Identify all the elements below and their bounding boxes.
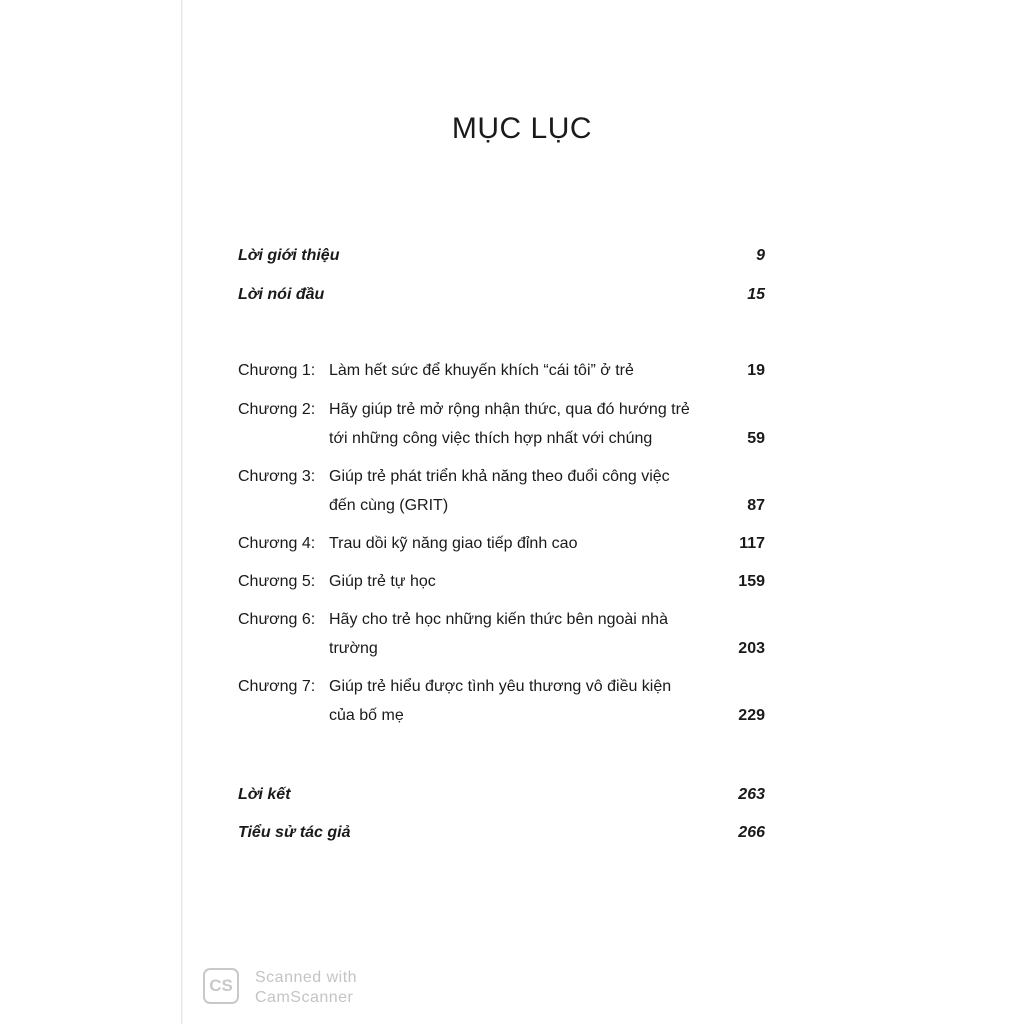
chapter-page: 87 [747, 497, 765, 514]
camscanner-watermark [255, 968, 357, 1008]
toc-entry-label: Tiểu sử tác giả [238, 824, 351, 841]
toc-entry-introduction [238, 246, 765, 266]
toc-entry-page: 9 [756, 247, 765, 264]
page-edge [181, 0, 183, 1024]
chapter-title: Làm hết sức để khuyến khích “cái tôi” ở trẻ [329, 362, 634, 379]
toc-chapter-1 [238, 356, 765, 385]
watermark-line-1: Scanned with [255, 969, 358, 986]
watermark-line-2: CamScanner [255, 989, 354, 1006]
chapter-page: 203 [738, 640, 765, 657]
chapter-page: 19 [747, 362, 765, 379]
chapter-page: 59 [747, 430, 765, 447]
chapter-label: Chương 7: [238, 678, 316, 695]
camscanner-logo: CS [203, 968, 239, 1004]
chapter-label: Chương 5: [238, 573, 316, 590]
toc-entry-label: Lời nói đầu [238, 286, 325, 303]
toc-chapter-4 [238, 529, 765, 558]
chapter-page: 117 [739, 535, 765, 552]
chapter-title: Giúp trẻ tự học [329, 573, 436, 590]
toc-chapter-2 [238, 395, 765, 453]
chapter-title: Giúp trẻ phát triển khả năng theo đuổi công việc đến cùng (GRIT) [329, 468, 670, 514]
chapter-title: Hãy giúp trẻ mở rộng nhận thức, qua đó hướng trẻ tới những công việc thích hợp nhất với chúng [329, 401, 690, 447]
toc-entry-label: Lời kết [238, 786, 291, 803]
chapter-title: Giúp trẻ hiểu được tình yêu thương vô điều kiện của bố mẹ [329, 678, 672, 724]
chapter-label: Chương 1: [238, 362, 316, 379]
chapter-label: Chương 2: [238, 401, 316, 418]
chapter-page: 159 [738, 573, 765, 590]
chapter-page: 229 [738, 707, 765, 724]
toc-entry-page: 266 [738, 824, 765, 841]
toc-entry-page: 263 [738, 786, 765, 803]
chapter-label: Chương 3: [238, 468, 316, 485]
chapter-label: Chương 4: [238, 535, 316, 552]
toc-chapter-3 [238, 462, 765, 520]
toc-chapter-5 [238, 567, 765, 596]
toc-entry-preface [238, 285, 765, 305]
chapter-label: Chương 6: [238, 611, 316, 628]
toc-entry-conclusion [238, 785, 765, 805]
chapter-title: Hãy cho trẻ học những kiến thức bên ngoài nhà trường [329, 611, 668, 657]
toc-entry-author-bio [238, 823, 765, 843]
page-title: MỤC LỤC [451, 112, 593, 145]
toc-chapter-6 [238, 605, 765, 663]
toc-entry-page: 15 [747, 286, 765, 303]
toc-chapter-7 [238, 672, 765, 730]
chapter-title: Trau dồi kỹ năng giao tiếp đỉnh cao [329, 535, 578, 552]
toc-entry-label: Lời giới thiệu [238, 247, 340, 264]
